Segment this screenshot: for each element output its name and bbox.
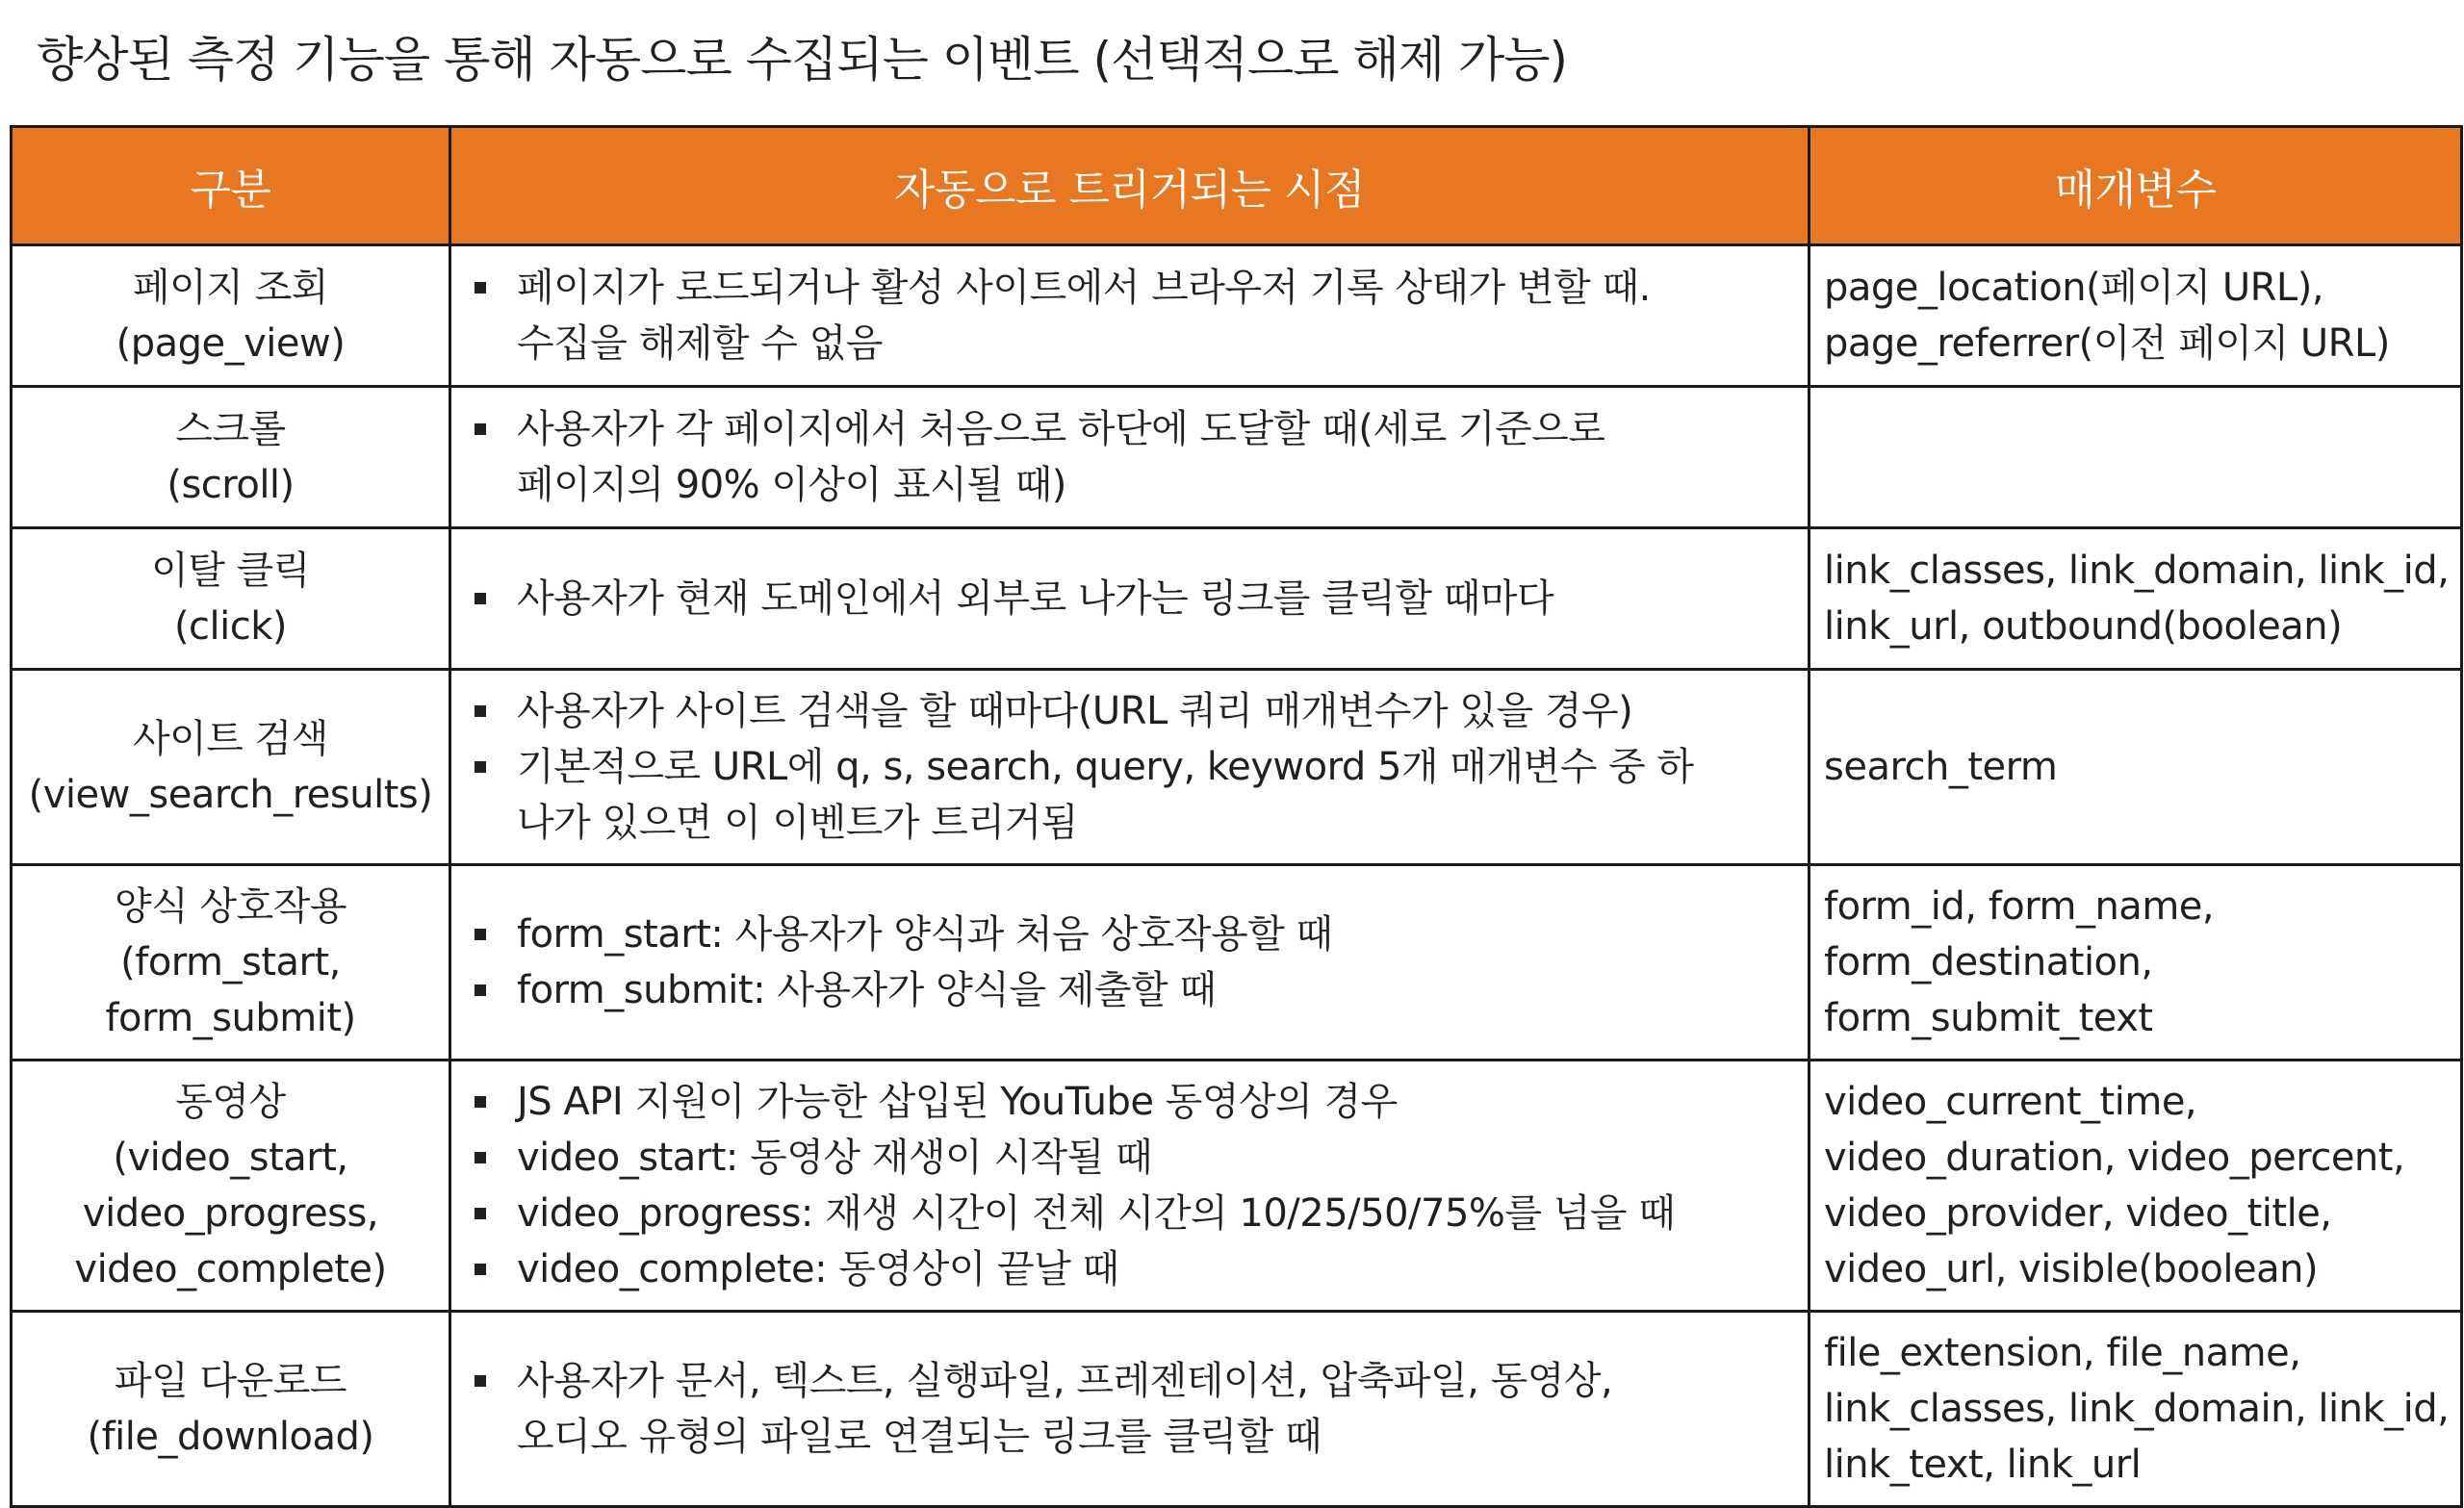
header-params: 매개변수 <box>1810 127 2462 245</box>
trigger-line: video_complete: 동영상이 끝날 때 <box>517 1247 1119 1291</box>
params-cell <box>1810 1061 2462 1312</box>
category-cell <box>12 245 450 387</box>
param-line: page_referrer(이전 페이지 URL) <box>1824 321 2390 366</box>
trigger-item <box>517 739 1798 851</box>
trigger-cell <box>450 245 1810 387</box>
trigger-list <box>461 1353 1798 1465</box>
header-trigger: 자동으로 트리거되는 시점 <box>450 127 1810 245</box>
params-cell <box>1810 865 2462 1061</box>
table-row <box>12 1312 2462 1507</box>
category-cell <box>12 1061 450 1312</box>
table-header-row <box>12 127 2462 245</box>
header-category: 구분 <box>12 127 450 245</box>
category-name: 사이트 검색 <box>133 717 328 761</box>
trigger-list <box>461 571 1798 626</box>
table-row <box>12 865 2462 1061</box>
trigger-line: 오디오 유형의 파일로 연결되는 링크를 클릭할 때 <box>517 1415 1322 1459</box>
category-event: (form_start, <box>120 940 341 984</box>
trigger-line: 사용자가 각 페이지에서 처음으로 하단에 도달할 때(세로 기준으로 <box>517 407 1605 451</box>
param-line: search_term <box>1824 745 2058 789</box>
trigger-line: 페이지가 로드되거나 활성 사이트에서 브라우저 기록 상태가 변할 때. <box>517 266 1651 310</box>
param-line: link_url, outbound(boolean) <box>1824 604 2343 649</box>
param-line: file_extension, file_name, <box>1824 1331 2301 1375</box>
category-name: 동영상 <box>175 1080 286 1124</box>
category-event: (file_download) <box>87 1415 374 1459</box>
page-title: 향상된 측정 기능을 통해 자동으로 수집되는 이벤트 (선택적으로 해제 가능) <box>37 32 1568 88</box>
params-cell <box>1810 670 2462 865</box>
events-table <box>10 125 2463 1508</box>
param-line: form_destination, <box>1824 940 2153 984</box>
trigger-list <box>461 260 1798 371</box>
category-event: (click) <box>173 604 288 649</box>
param-line: video_current_time, <box>1824 1080 2197 1124</box>
category-event: form_submit) <box>105 996 356 1040</box>
trigger-line: form_start: 사용자가 양식과 처음 상호작용할 때 <box>517 912 1333 957</box>
trigger-item <box>517 1074 1798 1130</box>
category-name: 양식 상호작용 <box>114 884 347 929</box>
category-name: 페이지 조회 <box>133 266 328 310</box>
trigger-line: 사용자가 현재 도메인에서 외부로 나가는 링크를 클릭할 때마다 <box>517 576 1554 621</box>
category-cell <box>12 387 450 528</box>
trigger-item <box>517 683 1798 739</box>
trigger-line: 사용자가 사이트 검색을 할 때마다(URL 쿼리 매개변수가 있을 경우) <box>517 689 1633 733</box>
trigger-item <box>517 962 1798 1018</box>
category-name: 이탈 클릭 <box>151 549 310 593</box>
table-row <box>12 245 2462 387</box>
table-row <box>12 1061 2462 1312</box>
trigger-line: video_progress: 재생 시간이 전체 시간의 10/25/50/75%를 넘을 때 <box>517 1191 1676 1236</box>
category-event: (video_start, <box>113 1136 348 1180</box>
trigger-line: 수집을 해제할 수 없음 <box>517 321 883 366</box>
param-line: video_duration, video_percent, <box>1824 1136 2405 1180</box>
trigger-list <box>461 683 1798 851</box>
trigger-item <box>517 1241 1798 1297</box>
category-cell <box>12 670 450 865</box>
param-line: link_classes, link_domain, link_id, <box>1824 1387 2450 1431</box>
table-row <box>12 670 2462 865</box>
trigger-item <box>517 1186 1798 1241</box>
trigger-line: form_submit: 사용자가 양식을 제출할 때 <box>517 968 1217 1012</box>
param-line: link_classes, link_domain, link_id, <box>1824 549 2450 593</box>
category-cell <box>12 528 450 670</box>
trigger-cell <box>450 1061 1810 1312</box>
trigger-cell <box>450 528 1810 670</box>
trigger-list <box>461 1074 1798 1297</box>
param-line: form_id, form_name, <box>1824 884 2215 929</box>
param-line: page_location(페이지 URL), <box>1824 266 2324 310</box>
category-cell <box>12 865 450 1061</box>
param-line: form_submit_text <box>1824 996 2153 1040</box>
trigger-list <box>461 907 1798 1018</box>
category-event: (view_search_results) <box>28 773 433 817</box>
category-event: video_progress, <box>82 1191 379 1236</box>
category-name: 파일 다운로드 <box>114 1359 347 1403</box>
category-event: (page_view) <box>116 321 346 366</box>
trigger-item <box>517 571 1798 626</box>
trigger-cell <box>450 387 1810 528</box>
table-row <box>12 528 2462 670</box>
trigger-item <box>517 401 1798 513</box>
trigger-line: 기본적으로 URL에 q, s, search, query, keyword 5개 매개변수 중 하 <box>517 745 1694 789</box>
trigger-list <box>461 401 1798 513</box>
trigger-line: JS API 지원이 가능한 삽입된 YouTube 동영상의 경우 <box>517 1080 1398 1124</box>
trigger-line: video_start: 동영상 재생이 시작될 때 <box>517 1136 1153 1180</box>
trigger-line: 페이지의 90% 이상이 표시될 때) <box>517 463 1066 507</box>
trigger-item <box>517 907 1798 962</box>
category-name: 스크롤 <box>175 407 286 451</box>
trigger-line: 나가 있으면 이 이벤트가 트리거됨 <box>517 801 1078 845</box>
category-cell <box>12 1312 450 1507</box>
table-row <box>12 387 2462 528</box>
params-cell <box>1810 528 2462 670</box>
params-cell <box>1810 245 2462 387</box>
trigger-item <box>517 260 1798 371</box>
params-cell <box>1810 1312 2462 1507</box>
params-cell <box>1810 387 2462 528</box>
category-event: (scroll) <box>167 463 295 507</box>
param-line: video_url, visible(boolean) <box>1824 1247 2319 1291</box>
param-line: video_provider, video_title, <box>1824 1191 2332 1236</box>
trigger-cell <box>450 670 1810 865</box>
trigger-line: 사용자가 문서, 텍스트, 실행파일, 프레젠테이션, 압축파일, 동영상, <box>517 1359 1613 1403</box>
trigger-cell <box>450 865 1810 1061</box>
category-event: video_complete) <box>74 1247 387 1291</box>
trigger-item <box>517 1353 1798 1465</box>
trigger-item <box>517 1130 1798 1186</box>
param-line: link_text, link_url <box>1824 1443 2142 1487</box>
trigger-cell <box>450 1312 1810 1507</box>
